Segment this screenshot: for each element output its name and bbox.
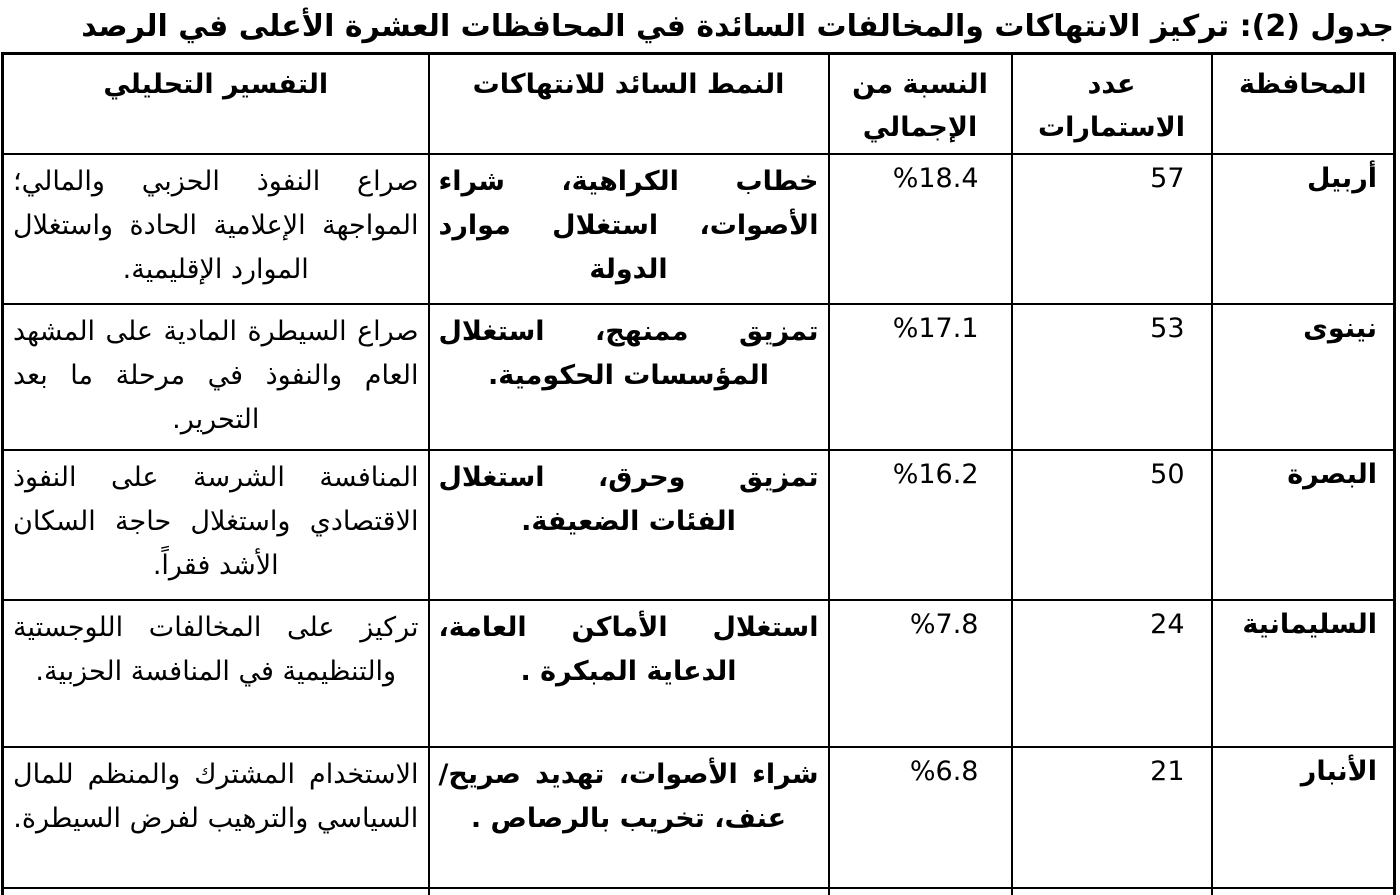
table-row <box>3 747 1395 888</box>
header-forms-count: عدد الاستمارات <box>1012 54 1212 155</box>
cell-dominant-pattern-empty <box>429 888 829 895</box>
cell-dominant-pattern: تمزيق ممنهج، استغلال المؤسسات الحكومية. <box>429 304 829 450</box>
cell-percent-of-total: %17.1 <box>829 304 1012 450</box>
cell-forms-count: 50 <box>1012 450 1212 600</box>
table-row-partial <box>3 888 1395 895</box>
cell-governorate: البصرة <box>1212 450 1395 600</box>
cell-percent-of-total: %7.8 <box>829 600 1012 747</box>
cell-percent-of-total-empty <box>829 888 1012 895</box>
cell-forms-count: 53 <box>1012 304 1212 450</box>
header-governorate: المحافظة <box>1212 54 1395 155</box>
header-dominant-pattern: النمط السائد للانتهاكات <box>429 54 829 155</box>
cell-governorate: أربيل <box>1212 154 1395 304</box>
violations-table <box>1 52 1396 895</box>
table-row <box>3 304 1395 450</box>
cell-analytical-interpretation: صراع النفوذ الحزبي والمالي؛ المواجهة الإعلامية الحادة واستغلال الموارد الإقليمية. <box>3 154 429 304</box>
cell-analytical-interpretation: الاستخدام المشترك والمنظم للمال السياسي والترهيب لفرض السيطرة. <box>3 747 429 888</box>
cell-analytical-interpretation: المنافسة الشرسة على النفوذ الاقتصادي واستغلال حاجة السكان الأشد فقراً. <box>3 450 429 600</box>
cell-dominant-pattern: خطاب الكراهية، شراء الأصوات، استغلال موارد الدولة <box>429 154 829 304</box>
cell-analytical-interpretation: تركيز على المخالفات اللوجستية والتنظيمية في المنافسة الحزبية. <box>3 600 429 747</box>
header-analytical-interpretation: التفسير التحليلي <box>3 54 429 155</box>
cell-governorate: نينوى <box>1212 304 1395 450</box>
cell-dominant-pattern: استغلال الأماكن العامة، الدعاية المبكرة . <box>429 600 829 747</box>
cell-analytical-interpretation-empty <box>3 888 429 895</box>
cell-forms-count: 21 <box>1012 747 1212 888</box>
table-row <box>3 450 1395 600</box>
header-row <box>3 54 1395 155</box>
cell-governorate: السليمانية <box>1212 600 1395 747</box>
cell-forms-count-empty <box>1012 888 1212 895</box>
cell-percent-of-total: %18.4 <box>829 154 1012 304</box>
table-title: جدول (2): تركيز الانتهاكات والمخالفات السائدة في المحافظات العشرة الأعلى في الرصد <box>81 9 1394 44</box>
cell-forms-count: 57 <box>1012 154 1212 304</box>
table-row <box>3 600 1395 747</box>
header-percent-of-total: النسبة من الإجمالي <box>829 54 1012 155</box>
table-row <box>3 154 1395 304</box>
cell-percent-of-total: %16.2 <box>829 450 1012 600</box>
cell-analytical-interpretation: صراع السيطرة المادية على المشهد العام والنفوذ في مرحلة ما بعد التحرير. <box>3 304 429 450</box>
cell-governorate-empty <box>1212 888 1395 895</box>
cell-dominant-pattern: تمزيق وحرق، استغلال الفئات الضعيفة. <box>429 450 829 600</box>
cell-dominant-pattern: شراء الأصوات، تهديد صريح/عنف، تخريب بالرصاص . <box>429 747 829 888</box>
cell-governorate: الأنبار <box>1212 747 1395 888</box>
cell-forms-count: 24 <box>1012 600 1212 747</box>
cell-percent-of-total: %6.8 <box>829 747 1012 888</box>
